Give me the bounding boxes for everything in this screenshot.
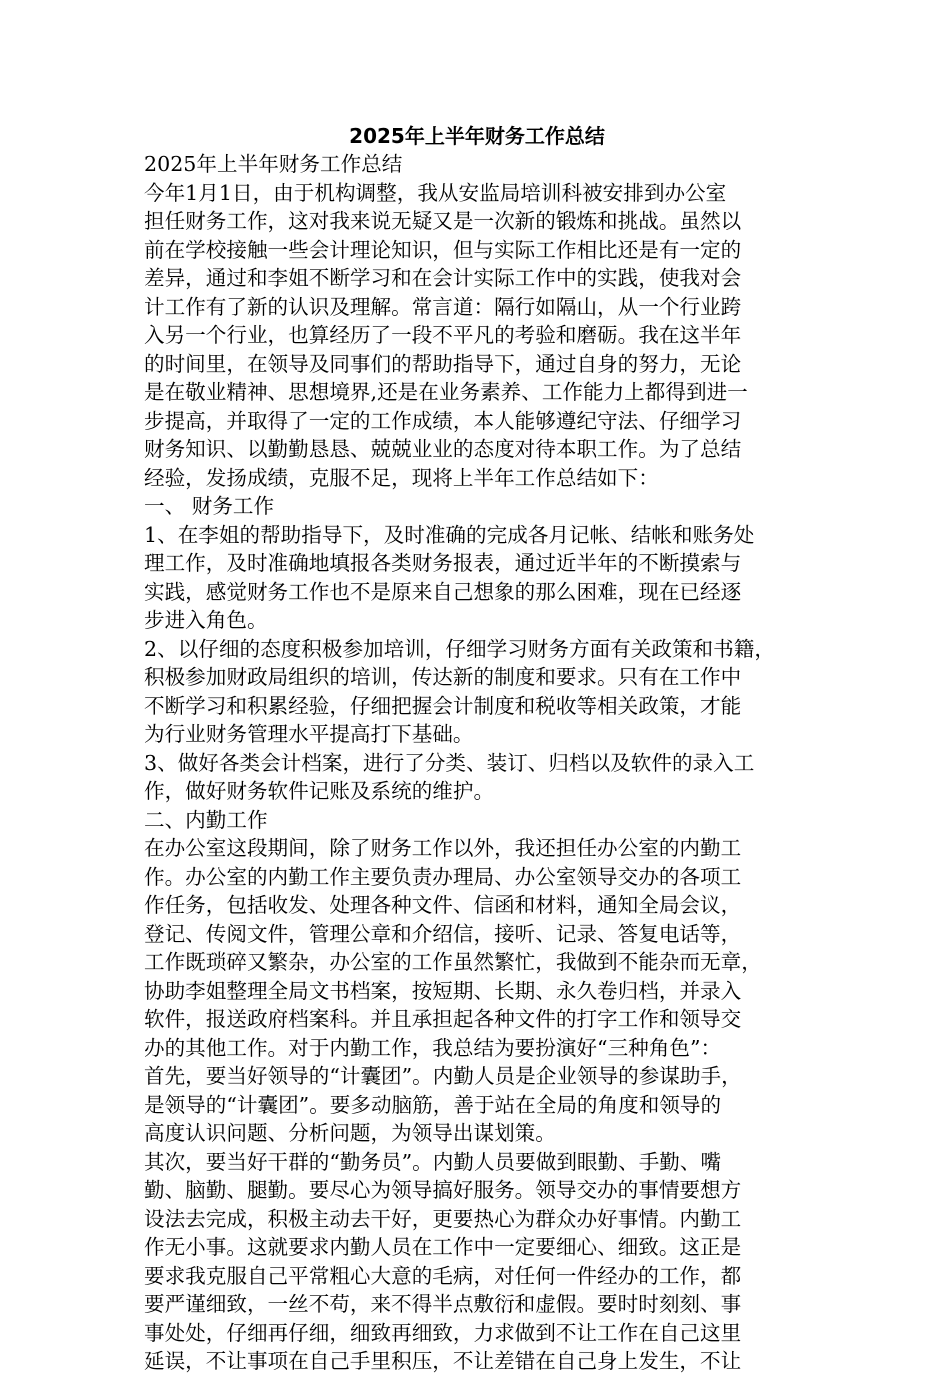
body-line: 计工作有了新的认识及理解。常言道：隔行如隔山，从一个行业跨 [144, 294, 742, 319]
body-line: 延误，不让事项在自己手里积压，不让差错在自己身上发生，不让 [144, 1349, 742, 1373]
body-line: 要严谨细致，一丝不苟，来不得半点敷衍和虚假。要时时刻刻、事 [144, 1292, 742, 1316]
document-page [144, 122, 810, 1376]
body-line: 二、内勤工作 [144, 807, 268, 832]
body-line: 办的其他工作。对于内勤工作，我总结为要扮演好“三种角色”： [144, 1035, 722, 1060]
body-line: 为行业财务管理水平提高打下基础。 [144, 722, 474, 746]
body-line: 步提高，并取得了一定的工作成绩，本人能够遵纪守法、仔细学习 [144, 408, 742, 433]
body-line: 事处处，仔细再仔细，细致再细致，力求做到不让工作在自己这里 [144, 1320, 742, 1345]
body-line: 软件，报送政府档案科。并且承担起各种文件的打字工作和领导交 [144, 1007, 742, 1031]
body-line: 一、 财务工作 [144, 494, 275, 518]
body-line: 勤、脑勤、腿勤。要尽心为领导搞好服务。领导交办的事情要想方 [144, 1178, 742, 1202]
body-line: 首先，要当好领导的“计囊团”。内勤人员是企业领导的参谋助手， [144, 1064, 742, 1088]
body-line: 作，做好财务软件记账及系统的维护。 [144, 779, 495, 803]
body-line: 是领导的“计囊团”。要多动脑筋，善于站在全局的角度和领导的 [144, 1092, 722, 1117]
body-line: 实践，感觉财务工作也不是原来自己想象的那么困难，现在已经逐 [144, 579, 742, 604]
body-line: 2025年上半年财务工作总结 [144, 152, 403, 176]
body-line: 在办公室这段期间，除了财务工作以外，我还担任办公室的内勤工 [144, 836, 742, 860]
body-line: 入另一个行业，也算经历了一段不平凡的考验和磨砺。我在这半年 [144, 323, 742, 347]
body-line: 是在敬业精神、思想境界,还是在业务素养、工作能力上都得到进一 [144, 380, 748, 404]
body-line: 作无小事。这就要求内勤人员在工作中一定要细心、细致。这正是 [144, 1235, 742, 1259]
body-line: 经验，发扬成绩，克服不足，现将上半年工作总结如下： [144, 465, 659, 490]
body-line: 登记、传阅文件，管理公章和介绍信，接听、记录、答复电话等， [144, 921, 742, 946]
body-line: 今年1月1日，由于机构调整，我从安监局培训科被安排到办公室 [144, 180, 727, 205]
body-line: 不断学习和积累经验，仔细把握会计制度和税收等相关政策，才能 [144, 693, 742, 718]
body-line: 作任务，包括收发、处理各种文件、信函和材料，通知全局会议， [144, 893, 742, 917]
body-line: 理工作，及时准确地填报各类财务报表，通过近半年的不断摸索与 [144, 551, 742, 575]
body-line: 步进入角色。 [144, 608, 268, 632]
body-line: 其次，要当好干群的“勤务员”。内勤人员要做到眼勤、手勤、嘴 [144, 1149, 722, 1174]
document-title: 2025年上半年财务工作总结 [349, 124, 605, 148]
body-line: 1、在李姐的帮助指导下，及时准确的完成各月记帐、结帐和账务处 [144, 522, 755, 547]
body-line: 前在学校接触一些会计理论知识，但与实际工作相比还是有一定的 [144, 237, 742, 262]
body-line: 担任财务工作，这对我来说无疑又是一次新的锻炼和挑战。虽然以 [144, 209, 742, 233]
body-line: 高度认识问题、分析问题，为领导出谋划策。 [144, 1121, 556, 1145]
body-line: 差异，通过和李姐不断学习和在会计实际工作中的实践，使我对会 [144, 266, 742, 290]
body-line: 3、做好各类会计档案，进行了分类、装订、归档以及软件的录入工 [144, 750, 755, 775]
body-line: 2、以仔细的态度积极参加培训，仔细学习财务方面有关政策和书籍， [144, 636, 775, 661]
body-line: 作。办公室的内勤工作主要负责办理局、办公室领导交办的各项工 [144, 864, 742, 889]
body-line: 积极参加财政局组织的培训，传达新的制度和要求。只有在工作中 [144, 665, 742, 689]
body-line: 设法去完成，积极主动去干好，更要热心为群众办好事情。内勤工 [144, 1206, 742, 1231]
body-line: 财务知识、以勤勤恳恳、兢兢业业的态度对待本职工作。为了总结 [144, 437, 742, 461]
body-line: 工作既琐碎又繁杂，办公室的工作虽然繁忙，我做到不能杂而无章， [144, 950, 762, 974]
body-line: 的时间里，在领导及同事们的帮助指导下，通过自身的努力，无论 [144, 351, 742, 376]
body-line: 协助李姐整理全局文书档案，按短期、长期、永久卷归档，并录入 [144, 978, 742, 1003]
body-line: 要求我克服自己平常粗心大意的毛病，对任何一件经办的工作，都 [144, 1263, 742, 1288]
document-body [144, 150, 810, 1376]
